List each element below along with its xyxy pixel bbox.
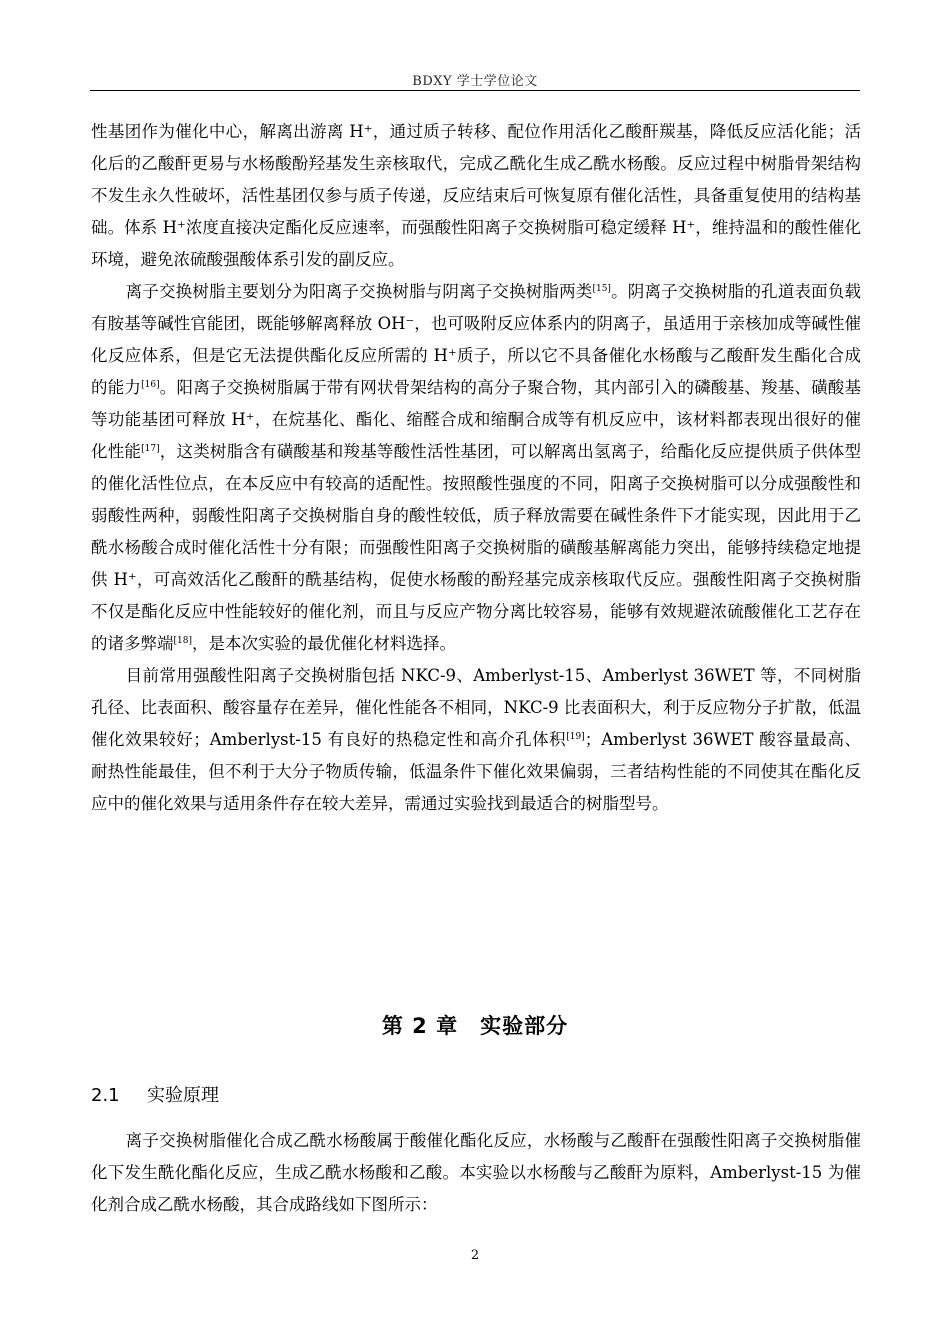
paragraph-4: 离子交换树脂催化合成乙酰水杨酸属于酸催化酯化反应，水杨酸与乙酸酐在强酸性阳离子交换树脂催化下发生酰化酯化反应，生成乙酰水杨酸和乙酸。本实验以水杨酸与乙酸酐为原料，Amberlyst-15 为催化剂合成乙酰水杨酸，其合成路线如下图所示： bbox=[91, 1131, 861, 1214]
paragraph-3 bbox=[91, 660, 861, 820]
section-heading bbox=[91, 1081, 219, 1107]
section-body-text bbox=[91, 1125, 861, 1221]
paragraph-2 bbox=[91, 276, 861, 660]
paragraph-1: 性基团作为催化中心，解离出游离 H⁺，通过质子转移、配位作用活化乙酸酐羰基，降低反应活化能；活化后的乙酸酐更易与水杨酸酚羟基发生亲核取代，完成乙酰化生成乙酰水杨酸。反应过程中树脂骨架结构不发生永久性破坏，活性基团仅参与质子传递，反应结束后可恢复原有催化活性，具备重复使用的结构基础。体系 H⁺浓度直接决定酯化反应速率，而强酸性阳离子交换树脂可稳定缓释 H⁺，维持温和的酸性催化环境，避免浓硫酸强酸体系引发的副反应。 bbox=[91, 122, 861, 269]
page-footer bbox=[90, 1248, 860, 1263]
body-text bbox=[91, 116, 861, 820]
header-rule bbox=[90, 90, 860, 91]
paragraph-2-part-e: ，是本次实验的最优催化材料选择。 bbox=[191, 634, 456, 653]
paragraph-3-part-a: 目前常用强酸性阳离子交换树脂包括 NKC-9、Amberlyst-15、Amberlyst 36WET 等，不同树脂孔径、比表面积、酸容量存在差异，催化性能各不相同，NKC-9 比表面积大，利于反应物分子扩散，低温催化效果较好；Amberlyst-15 有良好的热稳定性和高介孔体积 bbox=[91, 666, 861, 749]
paragraph-2-part-c: 。阳离子交换树脂属于带有网状骨架结构的高分子聚合物，其内部引入的磷酸基、羧基、磺酸基等功能基团可释放 H⁺，在烷基化、酯化、缩醛合成和缩酮合成等有机反应中，该材料都表现出很好的催化性能 bbox=[91, 378, 862, 461]
page-header bbox=[90, 70, 860, 89]
header-title: BDXY 学士学位论文 bbox=[412, 74, 538, 89]
section-number: 2.1 bbox=[91, 1085, 120, 1106]
page-number: 2 bbox=[470, 1248, 480, 1263]
section-title: 实验原理 bbox=[147, 1085, 219, 1106]
citation-17: [17] bbox=[141, 444, 160, 454]
citation-16: [16] bbox=[141, 380, 160, 390]
citation-19: [19] bbox=[566, 732, 585, 742]
citation-18: [18] bbox=[173, 636, 192, 646]
paragraph-3-part-b: ；Amberlyst 36WET 酸容量最高、耐热性能最佳，但不利于大分子物质传输，低温条件下催化效果偏弱，三者结构性能的不同使其在酯化反应中的催化效果与适用条件存在较大差异，需通过实验找到最适合的树脂型号。 bbox=[91, 730, 861, 813]
paragraph-2-part-a: 离子交换树脂主要划分为阳离子交换树脂与阴离子交换树脂两类 bbox=[125, 282, 593, 301]
chapter-title: 第 2 章 实验部分 bbox=[381, 1014, 569, 1038]
citation-15: [15] bbox=[592, 284, 611, 294]
paragraph-2-part-d: ，这类树脂含有磺酸基和羧基等酸性活性基团，可以解离出氢离子，给酯化反应提供质子供体型的催化活性位点，在本反应中有较高的适配性。按照酸性强度的不同，阳离子交换树脂可以分成强酸性和弱酸性两种，弱酸性阳离子交换树脂自身的酸性较低，质子释放需要在碱性条件下才能实现，因此用于乙酰水杨酸合成时催化活性十分有限；而强酸性阳离子交换树脂的磺酸基解离能力突出，能够持续稳定地提供 H⁺，可高效活化乙酸酐的酰基结构，促使水杨酸的酚羟基完成亲核取代反应。强酸性阳离子交换树脂不仅是酯化反应中性能较好的催化剂，而且与反应产物分离比较容易，能够有效规避浓硫酸催化工艺存在的诸多弊端 bbox=[91, 442, 862, 653]
paragraph-2-part-b: 。阴离子交换树脂的孔道表面负载有胺基等碱性官能团，既能够解离释放 OH⁻，也可吸附反应体系内的阴离子，虽适用于亲核加成等碱性催化反应体系，但是它无法提供酯化反应所需的 H⁺质子，所以它不具备催化水杨酸与乙酸酐发生酯化合成的能力 bbox=[91, 282, 862, 397]
